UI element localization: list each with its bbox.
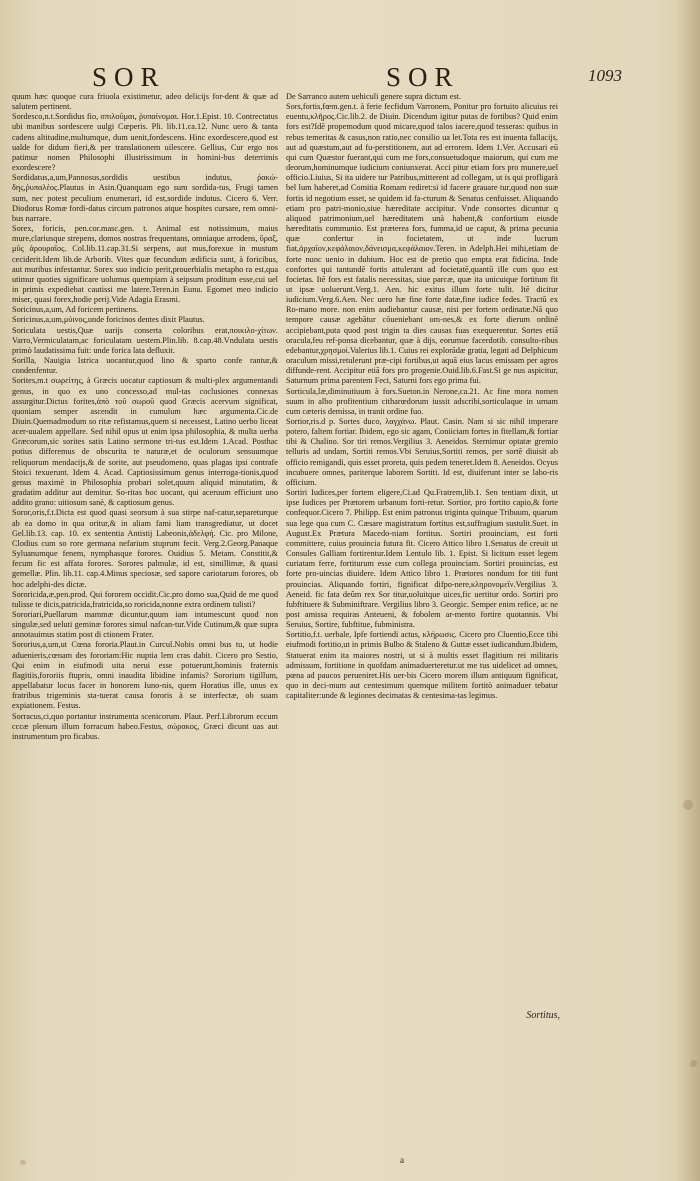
dictionary-entry: Sororicida,æ,pen.prod. Qui fororem occidit.Cic.pro domo sua,Quid de me quod tulisse te dicis,patricida,fratricida,so roricida,nonne extra ordinem tulisti? bbox=[12, 589, 278, 609]
stain-spot bbox=[690, 1060, 697, 1067]
dictionary-entry: Sorticula,læ,diminutiuum à fors.Sueton.in Nerone,ca.21. Ac fine mora nomen suum in albo profitentium citharœdorum iussit adscribi,sorticulaque in urnam cum cæteris demissa, in tranit ordine fuo. bbox=[286, 386, 558, 416]
running-head-left: SOR bbox=[92, 62, 166, 92]
dictionary-entry: Sorex, foricis, pen.cor.masc.gen. t. Animal est notissimum, maius mure,clariusque strepens, domos nostras frequentans, omniaque arrodens, ὕραξ, μῦς ἀρουραῖος. Col.lib.11.cap.31.Si serpens, aut mus,forexue in mustum ceciderit.Idem lib.de Arborib. Vites quæ fecundum ædificia sunt, à foricibus, aut muribus infestantur. Sorex suo indicio perit,prouerbialis metapho ra est,qua utimur quoties significare uolumus quempiam à seipsum proditum esse,cui uel in primis expediebat cautissi me latere.Teren.in Eunu. Egomet meo indicio miser, quasi forex,hodie perij.Vide Adagia Erasmi. bbox=[12, 224, 278, 305]
page-fold-shadow bbox=[677, 0, 700, 1181]
stain-spot bbox=[683, 800, 693, 810]
dictionary-entry: Soriculata uestis,Quæ uarijs conserta coloribus erat,ποικιλο-χίτων. Varro,Vermiculatam,ac foriculatam uestem.Plin.lib. 8.cap.48.Vndulata uestis primò laudatissima fuit: unde forica lata defluxit. bbox=[12, 325, 278, 355]
dictionary-entry: Sordesco,n.t.Sordidus fio, σπιλοῦμαι, ῥυπαίνομαι. Hor.1.Epist. 10. Contrectatus ubi manibus sordescere uulgi Cœperis. Pli. lib.11.ca.12. Nunc uero & tanta cadens altitudine,multumque, dum uenit,fordescens. Hinc exordescere,quod est ualde for didum fieri,& per translationem uilescere. Gellius, Cur ergo nos patimur nomen Philosophi illustrissimum in homini-bus deterrimis exordescere? bbox=[12, 112, 278, 173]
dictionary-entry: Soror,oris,f.t.Dicta est quod quasi seorsum à sua stirpe naf-catur,separeturque ab ea domo in qua oritur,& in aliam fami liam transgrediatur, ut docet Gel.lib.13. cap. 10. ex sententia Antistij Labeonis,ἀδελφή. Cic. pro Milone, Clodius cum so rore germana nefarium stuprum fecit. Verg.2.Georg.Panaque Syluanumque fenem, nymphasque forores. Ouidius 5. Metam. Constitit,& fecum fic est affata forores. Sorores palmulæ, id est, simillimæ, & quasi gemellæ. Plin. lib.11. cap.4.Minus speciosæ, sed sapore cariotarum forores, ob hoc adelphi-des dictæ. bbox=[12, 508, 278, 589]
dictionary-entry: De Sarranco autem uehiculi genere supra dictum est. bbox=[286, 92, 462, 101]
page-header bbox=[0, 62, 700, 96]
page-number: 1093 bbox=[588, 66, 622, 85]
dictionary-entry: quum hæc quoque cura friuola existimetur, adeo delicijs for-dent & quæ ad salutem pertinent. bbox=[12, 92, 278, 112]
dictionary-entry: Sorracus,ci,quo portantur instrumenta scenicorum. Plaut. Perf.Librorum eccum cccæ plenum illum forracum habeo.Festus, σώρακος, Græci dicunt uas aut instrumentum pro ficabus. bbox=[12, 711, 278, 741]
dictionary-entry: Sortior,ris.d p. Sortes duco, λαγχάνω. Plaut. Casin. Nam si sic nihil imperare potero, faltem fortiar. Ibidem, ego sic agam, Coniiciam fortes in fitellam,& fortiar tibi & Chalino. Sor tiri remos.Vergilius 3. Aeneidos. Sternimur optatæ gremio telluris ad undam, Sortiti remos.Vbi Seruius,Sortiti remos, per sortē diuisit ab officio remigandi, quis esset proreta, quis pedem teneret.Idem 8. Aeneidos. Ocyus incubuere omnes, pariterque laborem Sortiti. Id est, diuiferunt inter se labo-ris officium. bbox=[286, 417, 558, 487]
dictionary-entry: Sortiri Iudices,per fortem eligere,Ci.ad Qu.Fratrem,lib.1. Sen tentiam dixit, ut ipse Iudices per Prætorem urbanum forti-retur. Sortior, pro fortito capio,& forte confequor.Cicero 7. Philipp. Est enim patronus triginta quinque Tribuum, quarum sua lege qua cum C. Cæsare magistratum fortitus est,suffragium sustulit.Suet. in August.Ex Prætura Macedo-niam fortitus. Sortiri prouinciam, est forti committere, cuius prouincia futura fit. Cicero Attico libro 1.Senatus de creuit ut Consules Galliam fortirentur.Idem Lentulo lib. 1. Epist. Si licitum esset legem curiatam ferre, fortiturum esse cum collega prouinciam. Sortiri prouincias, est forte pro-uincias diuidere. Idem Attico libro 1. Prætores nondum for titi funt prouincias. Aliquando fortiri, fignificat difpo-nere,κληρονομεῖν.Vergilius 3. Aeneid. fic fata deûm rex Sor titur,uoluitque uices,fic uertitur ordo. Sortiri pro fubftituere & Subminiftrare. Vergilius libro 3. Georgic. Semper enim refice, ac ne post amissa requiras Anteueni, & fobolem ar-mento fortire quotannis. Vbi Seruius, Sortire, fubftitue, fubministra. bbox=[286, 488, 558, 630]
catchword: Sortitus, bbox=[526, 1010, 560, 1021]
stain-spot bbox=[20, 1160, 26, 1165]
running-head-right: SOR bbox=[386, 62, 460, 92]
left-column bbox=[12, 92, 278, 742]
dictionary-entry: Sordidatus,a,um,Pannosus,sordidis uestibus indutus, ῥακώ-δης,ῥυπαλέος.Plautus in Asin.Quanquam ego sum sordida-tus, Frugi tamen sum, nec potest peculium enumerari, id est,sordide indutus. Cicero 6. Verr. Diodorus Romæ fordi-datus circum patronos atque hospites cursare, rem omni-bus narrare. bbox=[12, 173, 278, 223]
dictionary-entry: Soricinus,a,um,μύινος,unde foricinos dentes dixit Plautus. bbox=[12, 315, 205, 325]
right-column bbox=[286, 92, 558, 701]
dictionary-entry: Soricinus,a,um, Ad foricem pertinens. bbox=[12, 305, 139, 315]
dictionary-entry: Sorilla, Nauigia Istrica uocantur,quod lino & sparto confe rantur,& condenfentur. bbox=[12, 356, 278, 376]
dictionary-entry: Sors,fortis,fœm.gen.t. à ferie fecfidum Varronem, Ponitur pro fortuito alicuius rei euentu,κλῆρος.Cic.lib.2. de Diuin. Dicendum igitur putas de fortibus? Quid enim fors est?Idē propemodum quod micare,quod talos iacere,quod tesseras: quibus in rebus temeritas & casus,non ratio,nec consilio ua let.Tota res est inuenta fallacijs, aut ad quæstum,aut ad fu-perstitionem, aut ad errorem. Idem 1.Ver. Accusari eū qui cum Quæstor fuerant,qui cum me fors,consuetudoque maiorum, qui cum me deorum,hominumque iudicium coniunxerat. Acci pitur etiam fors pro munere,uel officio.Liuius, Si ita uidere tur Patribus,mitterent ad collegam, ut is qui profligarà bel lum haberet,ad Comitia Romam rediret:si id facere grauare tur,quod non suæ fortis id negotium esset, se quidem id fa-cturum & Senatus cenfuisset. Aliquando etiam pro patri-monio,siue hæreditate accipitur. Vnde consortes dicuntur q aliquod patrimonium,uel hæreditatem unà habent,& confortium eiusde hæreditatis communio. Est præterea fors, fumma,id ue caput, & prima pecunia quæ confertur in focietatem, ut inde lucrum fiat,ἀρχαῖον,κεφάλαιον,δάνεισμα,κεφάλαιον.Teren. in Adelph.Hei mihi,etiam de forte nunc uenio in dubium. Hoc est de pretio quo empta erat fidicina. Inde confortes qui tantundē fortis attulerant ad focietatē,quantū ille cum quo est focietas. Itē fors est fatalis necessitas, siue parcæ, quæ ita unicuique fortitum fit ut ipsæ uoluerunt.Verg.1. Aen. hic exitus illum forte tulit. Itē dicitur iudicium.Verg.6.Aen. Nec uero hæ fine forte datæ,fine iudice fedes. Tractū ex Ro-mano more. non enim audiebantur causæ, nisi per fortem ordinatæ.Nā quo tempore causæ agebātur cōueniebant om-nes,& ex forte dierum ordinē accipiebant,puta quod post trigin ta dies causas fuas exequerentur. Sortes etiā oracula,feu ref-ponsa dicebantur, quæ à dijs, eorumue facerdotib. consulto-ribus edebantur,χρησμοί.Valerius lib.1. Cuius rei explorādæ gratia, legati ad Delphicum oraculum missi,retulerunt præ-cipi fortibus,ut aquā eius lacus emissam per agros diffunde-rent. Accipitur etiā fors pro progenie.Ouid.lib.6.Fast.Si ge nus aspicitur, Saturnum prima parentem Feci, Saturni fors ego prima fui. bbox=[286, 102, 558, 386]
dictionary-entry: Sortitio,f.t. uerbale, Ipfe fortiendi actus, κλήρωσις. Cicero pro Cluentio,Ecce tibi eiufmodi fortitio,ut in primis Bulbo & Staleno & Guttæ esset iudicandum.Ibidem, Statuerat enim ita maiores nostri, ut si à multis esset flagitium rei militaris admissum, fortitione in quofdam animaduerteretur.ut me tus uidelicet ad omnes, pœna ad paucos perueniret.His uer-bis Cicero morem illum antiquum fignificat, quo in deci-mum aut centesimum quemque militem fortitò animaduer tebatur capitaliter:unde & legiones decimatas & centesima-tas legimus. bbox=[286, 630, 558, 701]
dictionary-entry: Sorites,m.t σωρείτης, à Græcis uocatur captiosum & multi-plex argumentandi genus, in quo ex uno concesso,ad mul-tas coclusiones connexas assurgitur.Dictus forites,ἀπὸ τοῦ σωροῦ quod Græcis acervum significat, quoniam semper ascendit in cumulum hæc argumenta.Cic.de Diuin.Quemadmodum so ritæ refistamus,quem si necessest, Latino uerbo liceat acer-uualem appellare. Sed nihil opus ut enim ipsa philosophia, & multa uerba Græcorum,sic sorites satis Latino sermone tri-tus est.Idem 1.Acad. Posthac potius differemus de obscurita te naturæ,et de oculorum sensuumque reliquorum mendacijs,& de sorite, aut pseudomeno, quas plagas ipsi contrafe Stoici texuerunt. Idem 4. Acad. Captiosissimum genus interroga-tionis,quod genus maximè in Philosophia probari solet,quum aliquid minutatim, & gradatim additur aut demitur. So-ritas hoc uocant, qui aceruum efficiunt uno addito grano: uitiosum sanè, & captiosum genus. bbox=[12, 376, 278, 508]
dictionary-entry: Sororius,a,um,ut Cœna fororia.Plaut.in Curcul.Nobis omni bus tu, ut hodie aduenieris,cœnam des fororiam:Hic nuptia lem cras dabit. Cicero pro Sestio, Qui enim in eiufmodi uita nerui esse potuerunt,hominis fraternis flagitiis,fororiis ftupris, omni inaudita libidine infamis? Sororium tigillum, appellabatur locus facer in honorem Iuno-nis, quem Horatius ille, unus ex fratribus trigeminis sta-tuerat causa fororis à se interfectæ, ob suam expiationem. Festus. bbox=[12, 640, 278, 711]
signature-mark: a bbox=[400, 1155, 404, 1165]
dictionary-entry: Sororiari,Puellarum mammæ dicuntur,quum iam intumescunt quod non singulæ,sed ueluti geminæ forores simul nafcan-tur.Vide Cutinum,& quæ supra annotauimus statim post di ctionem Frater. bbox=[12, 609, 278, 640]
